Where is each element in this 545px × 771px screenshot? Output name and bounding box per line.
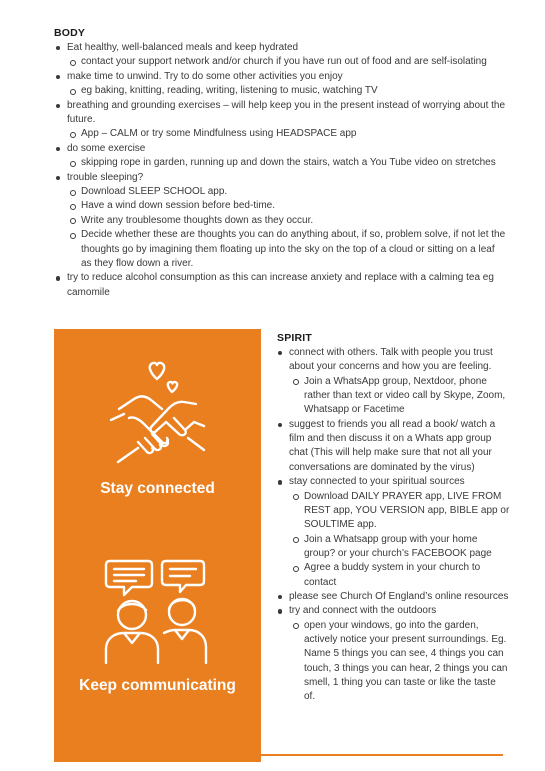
- continuation-line: as they flow down a river.: [81, 258, 194, 269]
- sub-bullet-item: open your windows, go into the garden,: [304, 619, 479, 633]
- sub-bullet-item: eg baking, knitting, reading, writing, listening to music, watching TV: [81, 84, 378, 98]
- continuation-line: REST app, YOU VERSION app, BIBLE app or: [304, 504, 510, 516]
- continuation-line: touch, 3 things you can hear, 2 things you can: [304, 662, 508, 674]
- continuation-line: Name 5 things you can see, 4 things you can: [304, 648, 504, 660]
- body-heading: BODY: [54, 27, 86, 39]
- sub-bullet-item: Agree a buddy system in your church to: [304, 561, 480, 575]
- stay-connected-caption: Stay connected: [100, 480, 215, 497]
- bullet-item: stay connected to your spiritual sources: [289, 475, 465, 489]
- continuation-line: conversations are dominated by the virus): [289, 461, 475, 473]
- bullet-item: connect with others. Talk with people you trust: [289, 346, 493, 360]
- continuation-line: group? or your church’s FACEBOOK page: [304, 547, 492, 559]
- continuation-line: camomile: [67, 286, 110, 298]
- sub-bullet-item: contact your support network and/or church if you have run out of food and are self-isolating: [81, 55, 487, 69]
- bullet-item: please see Church Of England’s online resources: [289, 590, 508, 604]
- sub-bullet-item: App – CALM or try some Mindfulness using HEADSPACE app: [81, 127, 357, 141]
- bullet-item: Eat healthy, well-balanced meals and keep hydrated: [67, 41, 298, 55]
- sub-bullet-item: Join a WhatsApp group, Nextdoor, phone: [304, 375, 487, 389]
- bullet-item: do some exercise: [67, 142, 145, 156]
- sub-bullet-item: Download SLEEP SCHOOL app.: [81, 185, 227, 199]
- bullet-item: breathing and grounding exercises – will help keep you in the present instead of worrying about the: [67, 99, 505, 113]
- orange-panel: [54, 329, 261, 762]
- bullet-item: try and connect with the outdoors: [289, 604, 436, 618]
- footer-divider: [54, 754, 503, 756]
- continuation-line: smell, 1 thing you can taste or like the taste: [304, 677, 496, 689]
- spirit-heading: SPIRIT: [277, 332, 313, 344]
- sub-bullet-item: Join a Whatsapp group with your home: [304, 533, 477, 547]
- keep-communicating-caption: Keep communicating: [79, 677, 236, 694]
- bullet-item: trouble sleeping?: [67, 171, 143, 185]
- bullet-item: try to reduce alcohol consumption as this can increase anxiety and replace with a calming tea eg: [67, 271, 494, 285]
- continuation-line: actively notice your present surroundings. Eg.: [304, 634, 507, 645]
- continuation-line: SOULTIME app.: [304, 519, 377, 531]
- continuation-line: of.: [304, 691, 316, 703]
- continuation-line: about your concerns and how you are feeling.: [289, 361, 492, 373]
- bullet-item: make time to unwind. Try to do some other activities you enjoy: [67, 70, 343, 84]
- continuation-line: Whatsapp or Facetime: [304, 404, 405, 416]
- continuation-line: chat (This will help make sure that not all your: [289, 447, 492, 459]
- sub-bullet-item: skipping rope in garden, running up and down the stairs, watch a You Tube video on stretches: [81, 156, 496, 170]
- continuation-line: contact: [304, 576, 337, 588]
- sub-bullet-item: Download DAILY PRAYER app, LIVE FROM: [304, 490, 501, 504]
- holding-hands-hearts-icon: [54, 354, 261, 474]
- continuation-line: future.: [67, 114, 96, 125]
- sub-bullet-item: Write any troublesome thoughts down as they occur.: [81, 214, 313, 228]
- continuation-line: rather than text or video call by Skype, Zoom,: [304, 390, 506, 402]
- continuation-line: film and then discuss it on a Whats app group: [289, 433, 492, 445]
- bullet-item: suggest to friends you all read a book/ watch a: [289, 418, 495, 432]
- sub-bullet-item: Decide whether these are thoughts you can do anything about, if so, problem solve, if not let the: [81, 228, 505, 242]
- sub-bullet-item: Have a wind down session before bed-time.: [81, 199, 275, 213]
- two-people-speech-bubbles-icon: [54, 557, 261, 682]
- continuation-line: thoughts go by imagining them floating up into the sky on the top of a cloud or sitting on a leaf: [81, 243, 495, 255]
